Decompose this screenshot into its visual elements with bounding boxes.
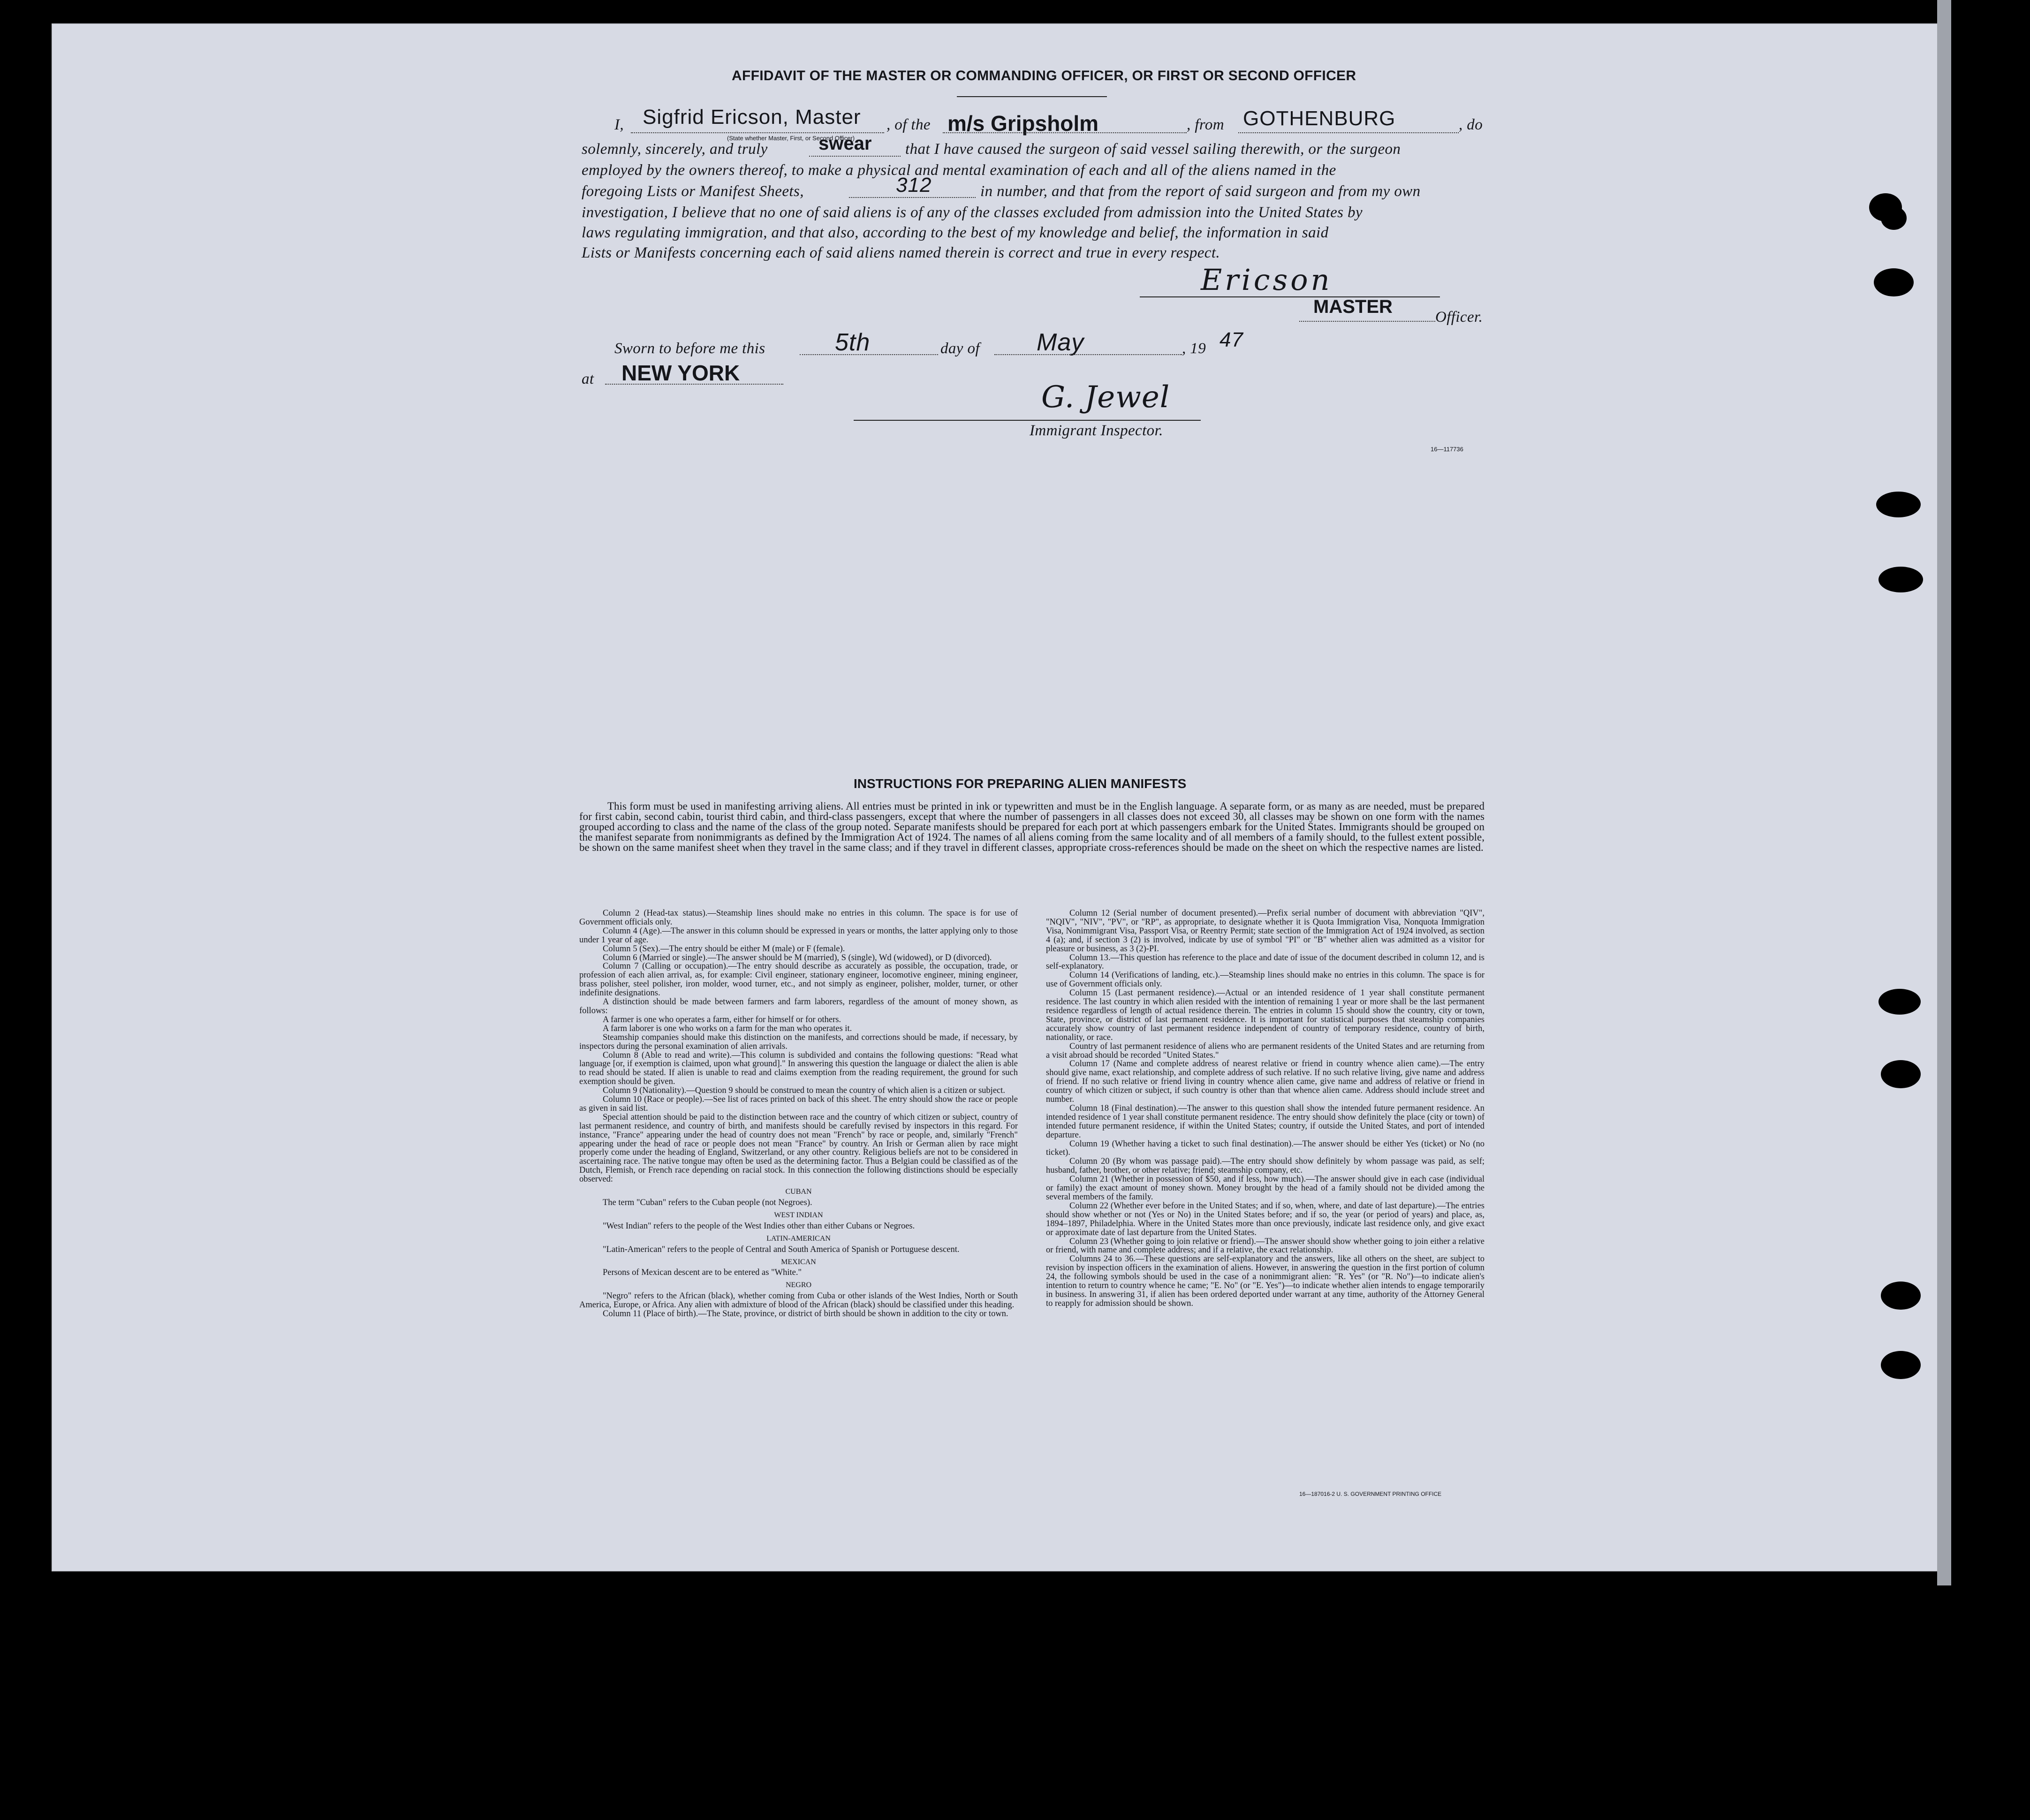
place-line — [605, 384, 783, 385]
column-11-text: Column 11 (Place of birth).—The State, province, or district of birth should be shown in addition to the city or town. — [603, 1309, 1008, 1319]
right-para: Country of last permanent residence of aliens who are permanent residents of the United States and are returning from a visit abroad should be recorded "United States." — [1046, 1041, 1485, 1060]
oath-line-7: Lists or Manifests concerning each of said aliens named therein is correct and true in every respect. — [582, 244, 1220, 261]
left-para: Column 8 (Able to read and write).—This column is subdivided and contains the following questions: "Read what language [or, if exemption is claimed, upon what ground]." In answering this question the language or dialect the alien is able to read should be stated. If alien is unable to read and claims exemption from the reading requirement, the ground for such exemption should be given. — [579, 1050, 1018, 1087]
right-para: Column 17 (Name and complete address of nearest relative or friend in country whence alien came).—The entry should give name, exact relationship, and complete address of such relative. If no such relative living, give name and address of friend. If no such relative or friend living in country whence alien came, give name and address of relative or friend in country of which citizen or subject, if such country is other than that whence alien came. Address should include street and number. — [1046, 1059, 1485, 1105]
oath-line-2a: solemnly, sincerely, and truly — [582, 141, 768, 158]
sworn-label: Sworn to before me this — [614, 340, 765, 357]
right-para: Column 20 (By whom was passage paid).—The entry should show definitely by whom passage was paid, as self; husband, father, brother, or other relative; friend; steamship company, etc. — [1046, 1157, 1485, 1175]
left-para: Steamship companies should make this distinction on the manifests, and corrections should be made, if necessary, by inspectors during the personal examination of alien arrivals. — [579, 1032, 1018, 1051]
swear-field: swear — [818, 133, 872, 154]
name-field: Sigfrid Ericson, Master — [643, 106, 861, 129]
right-para: Column 19 (Whether having a ticket to such final destination).—The answer should be either Yes (ticket) or No (no ticket). — [1046, 1139, 1485, 1158]
binder-hole-6 — [1879, 989, 1921, 1015]
affidavit-i: I, — [614, 116, 624, 133]
oath-line-3: employed by the owners thereof, to make a physical and mental examination of each and all of the aliens named in the — [582, 162, 1336, 179]
right-para: Column 12 (Serial number of document presented).—Prefix serial number of document with abbreviation "QIV", "NQIV", "NIV", "PV", or "RP", as appropriate, to designate whether it is Quota Immigration Visa, Nonquota Immigration Visa, Nonimmigrant Visa, Passport Visa, or Reentry Permit; state section of the Immigration Act of 1924 involved, as section 4 (a); and, if section 3 (2) is involved, indicate by use of symbol "PI" or "B" whether alien was admitted as a visitor for pleasure or business, as 3 (2)-PI. — [1046, 909, 1485, 954]
left-para: A farm laborer is one who works on a farm for the man who operates it. — [603, 1024, 852, 1033]
name-caption: (State whether Master, First, or Second Officer) — [727, 135, 855, 142]
right-para: Column 14 (Verifications of landing, etc.).—Steamship lines should make no entries in this column. The space is for use of Government officials only. — [1046, 971, 1485, 989]
west-indian-text: "West Indian" refers to the people of the West Indies other than either Cubans or Negroes. — [603, 1221, 915, 1231]
inspector-signature: G. Jewel — [1041, 380, 1170, 415]
year-prefix: , 19 — [1182, 340, 1206, 357]
left-para: Column 2 (Head-tax status).—Steamship lines should make no entries in this column. The space is for use of Government officials only. — [579, 909, 1018, 927]
right-para: Column 22 (Whether ever before in the United States; and if so, when, where, and date of last departure).—The entries should show whether or not (Yes or No) in the United States before; and if so, the year (or period of years) and place, as, 1894–1897, Philadelphia. Where in the United States more than once previously, indicate last residence only, and give exact or approximate date of last departure from the United States. — [1046, 1201, 1485, 1237]
right-para: Column 21 (Whether in possession of $50, and if less, how much).—The answer should give in each case (individual or family) the exact amount of money shown. Money brought by the head of a family should not be divided among the several members of the family. — [1046, 1175, 1485, 1202]
day-field: 5th — [835, 329, 871, 356]
officer-stamp: MASTER — [1313, 296, 1393, 317]
left-para: Column 5 (Sex).—The entry should be either M (male) or F (female). — [603, 944, 845, 954]
do-label: , do — [1459, 116, 1483, 133]
printing-office-footer: 16—187016-2 U. S. GOVERNMENT PRINTING OFFICE — [1299, 1491, 1442, 1497]
page-edge — [1937, 0, 1951, 1585]
mexican-text: Persons of Mexican descent are to be entered as "White." — [603, 1268, 802, 1278]
latin-heading: LATIN-AMERICAN — [766, 1234, 831, 1243]
oath-line-2b: that I have caused the surgeon of said vessel sailing therewith, or the surgeon — [905, 141, 1401, 158]
signature-line — [1140, 296, 1440, 297]
master-signature: Ericson — [1201, 263, 1333, 297]
port-field: GOTHENBURG — [1243, 107, 1396, 130]
right-para: Columns 24 to 36.—These questions are self-explanatory and the answers, like all others on the sheet, are subject to revision by inspection officers in the examination of aliens. However, in answering the question in the first portion of column 24, the following symbols should be used in the case of a nonimmigrant alien: "R. Yes" (or "R. No")—to indicate alien's intention to return to country whence he came; "E. No" (or "E. Yes")—to indicate whether alien intends to engage temporarily in business. In answering 31, if alien has been ordered deported under warrant at any time, authority of the Attorney General to reapply for admission should be shown. — [1046, 1254, 1485, 1308]
binder-hole-5 — [1879, 567, 1923, 592]
binder-hole-3 — [1874, 268, 1914, 296]
swear-line — [809, 156, 901, 157]
negro-heading: NEGRO — [785, 1281, 812, 1289]
right-para: Column 15 (Last permanent residence).—Actual or an intended residence of 1 year shall constitute permanent residence. The last country in which alien resided with the intention of remaining 1 year or more shall be the last permanent residence regardless of length of actual residence therein. The entries in column 15 should show the country, city or town, State, province, or district of last permanent residence. It is important for statistical purposes that steamship companies accurately show country of last permanent residence independent of country of temporary residence, country of birth, nationality, or race. — [1046, 988, 1485, 1042]
left-para: Column 4 (Age).—The answer in this column should be expressed in years or months, the latter applying only to those under 1 year of age. — [579, 926, 1018, 945]
binder-hole-7 — [1881, 1060, 1921, 1088]
binder-hole-8 — [1881, 1282, 1921, 1310]
month-line — [994, 354, 1182, 355]
day-line — [800, 354, 938, 355]
right-para: Column 13.—This question has reference to the place and date of issue of the document described in column 12, and is self-explanatory. — [1046, 953, 1485, 971]
affidavit-title: AFFIDAVIT OF THE MASTER OR COMMANDING OFFICER, OR FIRST OR SECOND OFFICER — [732, 68, 1356, 83]
year-field: 47 — [1220, 328, 1243, 351]
month-field: May — [1037, 329, 1084, 356]
latin-text: "Latin-American" refers to the people of Central and South America of Spanish or Portuguese descent. — [603, 1244, 960, 1254]
oath-line-6: laws regulating immigration, and that also, according to the best of my knowledge and belief, the information in said — [582, 224, 1329, 241]
binder-hole-4 — [1876, 492, 1921, 517]
oath-line-5: investigation, I believe that no one of said aliens is of any of the classes excluded from admission into the United States by — [582, 204, 1363, 221]
of-the-label: , of the — [886, 116, 931, 133]
officer-line — [1299, 321, 1435, 322]
port-line — [1238, 132, 1459, 133]
vessel-field: m/s Gripsholm — [947, 111, 1099, 136]
cuban-heading: CUBAN — [785, 1188, 812, 1196]
mexican-heading: MEXICAN — [781, 1258, 816, 1266]
left-para: Column 9 (Nationality).—Question 9 should be construed to mean the country of which alien is a citizen or subject. — [603, 1086, 1006, 1096]
binder-hole-2 — [1881, 206, 1907, 230]
officer-label: Officer. — [1435, 309, 1483, 326]
place-field: NEW YORK — [621, 361, 740, 385]
at-label: at — [582, 371, 594, 387]
west-indian-heading: WEST INDIAN — [774, 1211, 823, 1219]
oath-line-4b: in number, and that from the report of said surgeon and from my own — [980, 183, 1421, 200]
instructions-left-column — [579, 909, 1018, 1319]
instructions-right-column — [1046, 909, 1485, 1308]
cuban-text: The term "Cuban" refers to the Cuban people (not Negroes). — [603, 1198, 812, 1207]
oath-line-4a: foregoing Lists or Manifest Sheets, — [582, 183, 804, 200]
inspector-label: Immigrant Inspector. — [1030, 422, 1163, 439]
form-number: 16—117736 — [1431, 446, 1463, 453]
sheets-field: 312 — [896, 174, 932, 197]
day-of-label: day of — [940, 340, 980, 357]
sheets-line — [849, 197, 976, 198]
right-para: Column 18 (Final destination).—The answer to this question shall show the intended future permanent residence. An intended residence of 1 year shall constitute permanent residence. The entry should show definitely the place (city or town) of intended future permanent residence, if within the United States; country, if outside the United States, and port of intended departure. — [1046, 1103, 1485, 1140]
inspector-line — [854, 420, 1201, 421]
left-para: Special attention should be paid to the distinction between race and the country of which citizen or subject, country of last permanent residence, and country of birth, and manifests should be carefully revised by inspectors in this regard. For instance, "France" appearing under the head of country does not mean "French" by race or people, and, similarly "French" appearing under the head of race or people does not mean "France" by country. An Irish or German alien by race might properly come under the heading of England, Switzerland, or any other country. Religious beliefs are not to be considered in ascertaining race. The native tongue may often be used as the determining factor. Thus a Belgian could be classified as of the Dutch, Flemish, or French race depending on racial stock. In this connection the following distinctions should be especially observed: — [579, 1112, 1018, 1184]
binder-hole-9 — [1881, 1351, 1921, 1379]
left-para: Column 6 (Married or single).—The answer should be M (married), S (single), Wd (widowed), or D (divorced). — [603, 953, 992, 963]
vessel-line — [943, 132, 1187, 133]
negro-text: "Negro" refers to the African (black), whether coming from Cuba or other islands of the West Indies, North or South America, Europe, or Africa. Any alien with admixture of blood of the African (black) should be classified under this heading. — [579, 1291, 1018, 1310]
right-para: Column 23 (Whether going to join relative or friend).—The answer should show whether going to join either a relative or friend, with name and complete address; and if a relative, the exact relationship. — [1046, 1236, 1485, 1255]
left-para: Column 7 (Calling or occupation).—The entry should describe as accurately as possible, the occupation, trade, or profession of each alien arrival, as, for example: Civil engineer, stationary engineer, locomotive engineer, mining engineer, brass polisher, steel polisher, iron molder, wood turner, etc., and not simply as engineer, polisher, molder, turner, or other indefinite designations. — [579, 962, 1018, 998]
left-para: A distinction should be made between farmers and farm laborers, regardless of the amount of money shown, as follows: — [579, 997, 1018, 1016]
title-rule — [957, 96, 1107, 97]
instructions-title: INSTRUCTIONS FOR PREPARING ALIEN MANIFESTS — [854, 776, 1187, 791]
left-para: Column 10 (Race or people).—See list of races printed on back of this sheet. The entry should show the race or people as given in said list. — [579, 1095, 1018, 1113]
left-para: A farmer is one who operates a farm, either for himself or for others. — [603, 1015, 841, 1024]
from-label: , from — [1187, 116, 1225, 133]
instructions-intro: This form must be used in manifesting arriving aliens. All entries must be printed in ink or typewritten and must be in the English language. A separate form, or as many as are needed, must be prepared for first cabin, second cabin, tourist third cabin, and third-class passengers, except that where the number of passengers in all classes does not exceed 30, all classes may be shown on one form with the names grouped according to class and the name of the class of the group noted. Separate manifests should be prepared for each port at which passengers embark for the United States. Immigrants should be grouped on the manifest separate from nonimmigrants as defined by the Immigration Act of 1924. The names of all aliens coming from the same locality and of all members of a family should, to the fullest extent possible, be shown on the same manifest sheet when they travel in the same class; and if they travel in different classes, appropriate cross-references should be made on the sheet on which the respective names are listed. — [579, 800, 1485, 853]
